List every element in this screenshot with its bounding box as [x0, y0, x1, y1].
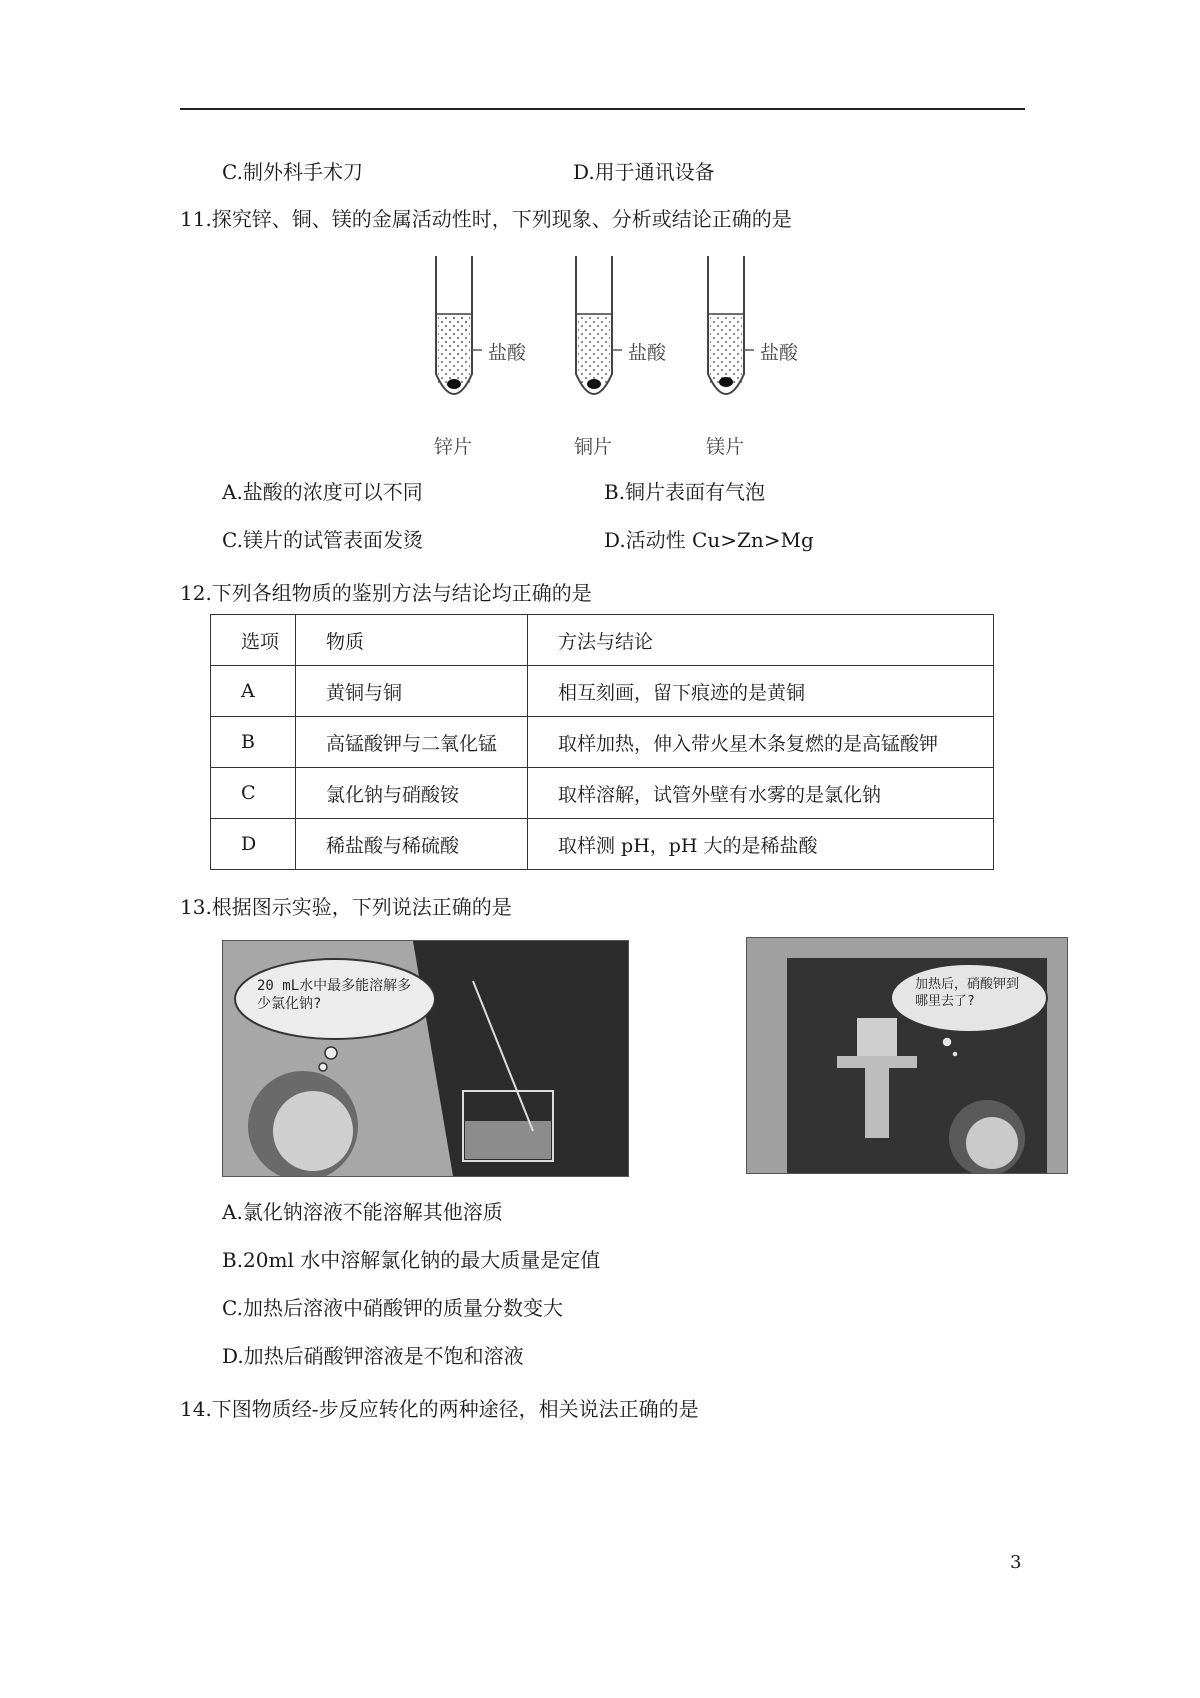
liquid-label-2: 盐酸 [628, 342, 667, 364]
table-row [211, 717, 994, 768]
q11-option-c: C.镁片的试管表面发烫 [222, 528, 423, 552]
table-header-cell: 选项 [211, 615, 296, 666]
q12-table [210, 614, 994, 870]
q13-option-b: B.20ml 水中溶解氯化钠的最大质量是定值 [222, 1248, 601, 1272]
table-cell: 取样加热，伸入带火星木条复燃的是高锰酸钾 [528, 717, 994, 768]
q13-stem: 13.根据图示实验，下列说法正确的是 [180, 895, 512, 919]
q11-stem: 11.探究锌、铜、镁的金属活动性时，下列现象、分析或结论正确的是 [180, 207, 792, 231]
table-header-cell: 物质 [296, 615, 528, 666]
table-row [211, 768, 994, 819]
table-cell: 相互刻画，留下痕迹的是黄铜 [528, 666, 994, 717]
q10-option-d: D.用于通讯设备 [573, 160, 715, 184]
table-cell: B [211, 717, 296, 768]
q13-photo-dissolving [222, 940, 629, 1177]
q11-option-b: B.铜片表面有气泡 [604, 480, 766, 504]
table-cell: C [211, 768, 296, 819]
q13-option-d: D.加热后硝酸钾溶液是不饱和溶液 [222, 1344, 524, 1368]
speech-bubble-text: 20 mL水中最多能溶解多少氯化钠? [257, 978, 412, 1012]
q14-stem: 14.下图物质经-步反应转化的两种途径，相关说法正确的是 [180, 1397, 699, 1421]
tube-zinc [436, 256, 482, 394]
table-cell: 取样测 pH，pH 大的是稀盐酸 [528, 819, 994, 870]
table-row [211, 819, 994, 870]
liquid-label-1: 盐酸 [488, 342, 527, 364]
speech-bubble-text: 加热后，硝酸钾到哪里去了? [915, 977, 1020, 1009]
table-cell: 高锰酸钾与二氧化锰 [296, 717, 528, 768]
page-number: 3 [1010, 1552, 1022, 1573]
liquid-label-3: 盐酸 [760, 342, 799, 364]
table-header-row [211, 615, 994, 666]
q10-option-c: C.制外科手术刀 [222, 160, 363, 184]
heating-illustration [747, 938, 1067, 1173]
q11-option-d: D.活动性 Cu>Zn>Mg [604, 528, 814, 552]
q13-option-c: C.加热后溶液中硝酸钾的质量分数变大 [222, 1296, 563, 1320]
table-cell: 取样溶解，试管外壁有水雾的是氯化钠 [528, 768, 994, 819]
q12-stem: 12.下列各组物质的鉴别方法与结论均正确的是 [180, 581, 592, 605]
tube-magnesium [708, 256, 754, 394]
table-cell: 稀盐酸与稀硫酸 [296, 819, 528, 870]
q11-option-a: A.盐酸的浓度可以不同 [222, 480, 423, 504]
q13-option-a: A.氯化钠溶液不能溶解其他溶质 [222, 1200, 503, 1224]
table-cell: 氯化钠与硝酸铵 [296, 768, 528, 819]
table-header-cell: 方法与结论 [528, 615, 994, 666]
table-cell: 黄铜与铜 [296, 666, 528, 717]
table-cell: D [211, 819, 296, 870]
tube-copper [576, 256, 622, 394]
tube-label-copper: 铜片 [574, 436, 613, 458]
q11-test-tubes-figure [420, 252, 840, 462]
tube-label-magnesium: 镁片 [706, 436, 745, 458]
header-rule [180, 108, 1025, 110]
q13-photo-heating [746, 937, 1068, 1174]
tube-label-zinc: 锌片 [434, 436, 473, 458]
table-row [211, 666, 994, 717]
table-cell: A [211, 666, 296, 717]
